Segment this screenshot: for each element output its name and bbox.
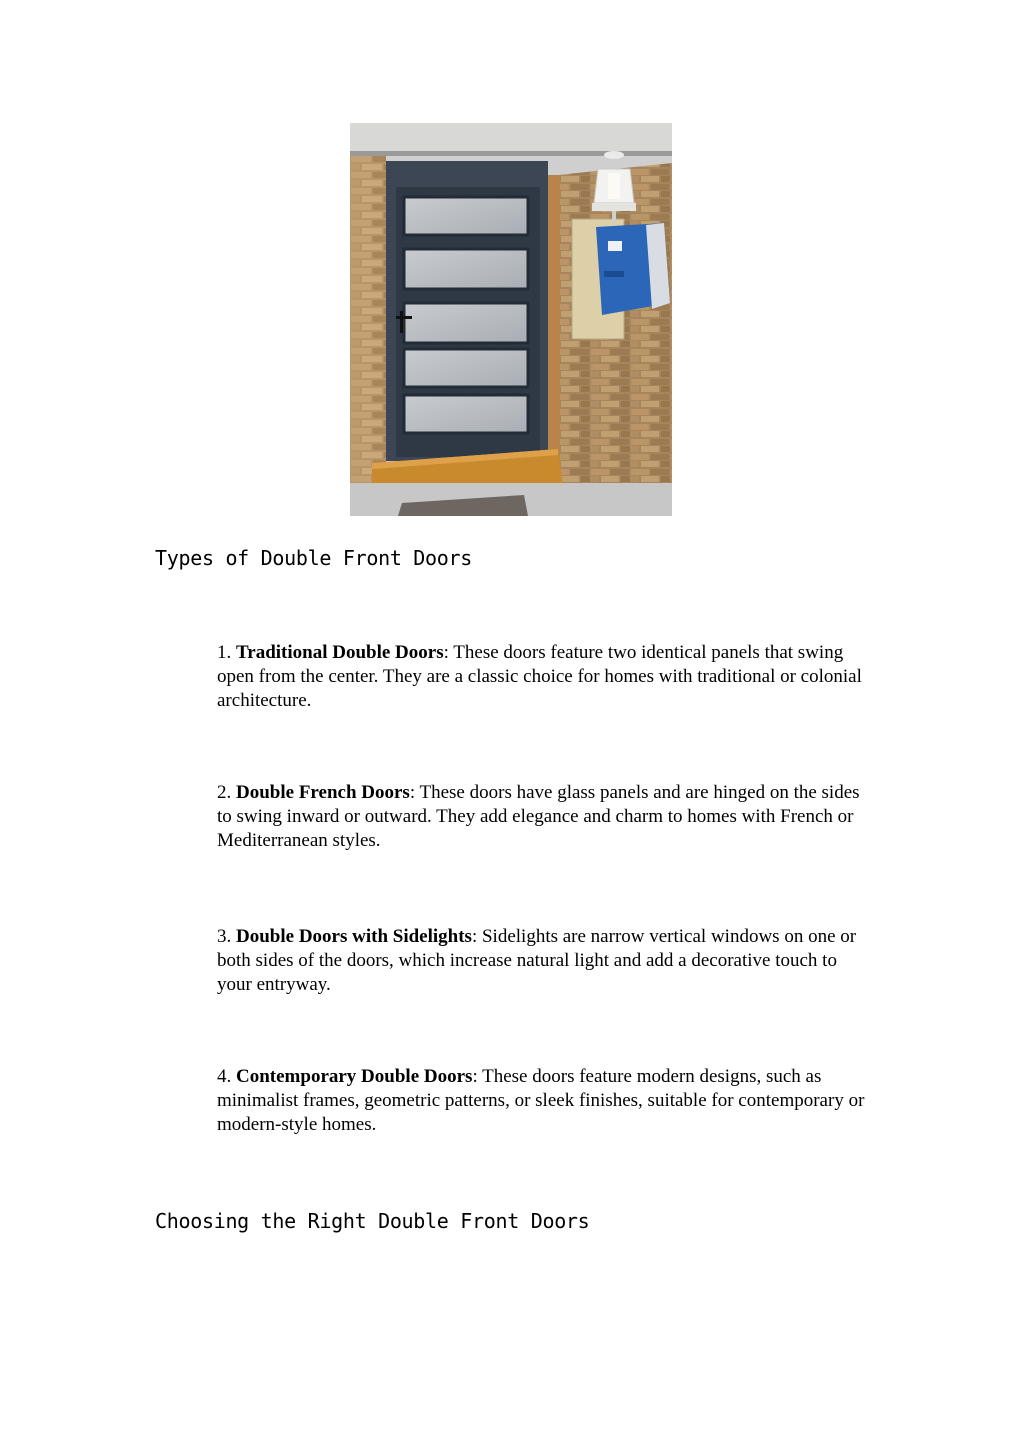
item-number: 1.	[217, 642, 232, 663]
item-description: : These doors have glass panels and are hinged on the sides to swing inward or outward. They add elegance and charm to homes with French or Mediterranean styles.	[217, 782, 860, 851]
list-item	[217, 1065, 867, 1137]
item-description: : These doors feature two identical panels that swing open from the center. They are a classic choice for homes with traditional or colonial architecture.	[217, 642, 862, 711]
section-heading-types: Types of Double Front Doors	[155, 546, 473, 570]
item-number: 4.	[217, 1066, 232, 1087]
item-description: : Sidelights are narrow vertical windows on one or both sides of the doors, which increase natural light and add a decorative touch to your entryway.	[217, 926, 857, 995]
item-term: Double Doors with Sidelights	[236, 926, 472, 947]
item-description: : These doors feature modern designs, such as minimalist frames, geometric patterns, or sleek finishes, suitable for contemporary or modern-style homes.	[217, 1066, 865, 1135]
list-item	[217, 781, 867, 853]
door-photo	[350, 123, 672, 516]
list-item	[217, 925, 867, 997]
item-number: 3.	[217, 926, 232, 947]
item-term: Traditional Double Doors	[236, 642, 444, 663]
item-term: Contemporary Double Doors	[236, 1066, 473, 1087]
item-term: Double French Doors	[236, 782, 410, 803]
section-heading-choosing: Choosing the Right Double Front Doors	[155, 1209, 590, 1233]
list-item	[217, 641, 867, 713]
item-number: 2.	[217, 782, 232, 803]
